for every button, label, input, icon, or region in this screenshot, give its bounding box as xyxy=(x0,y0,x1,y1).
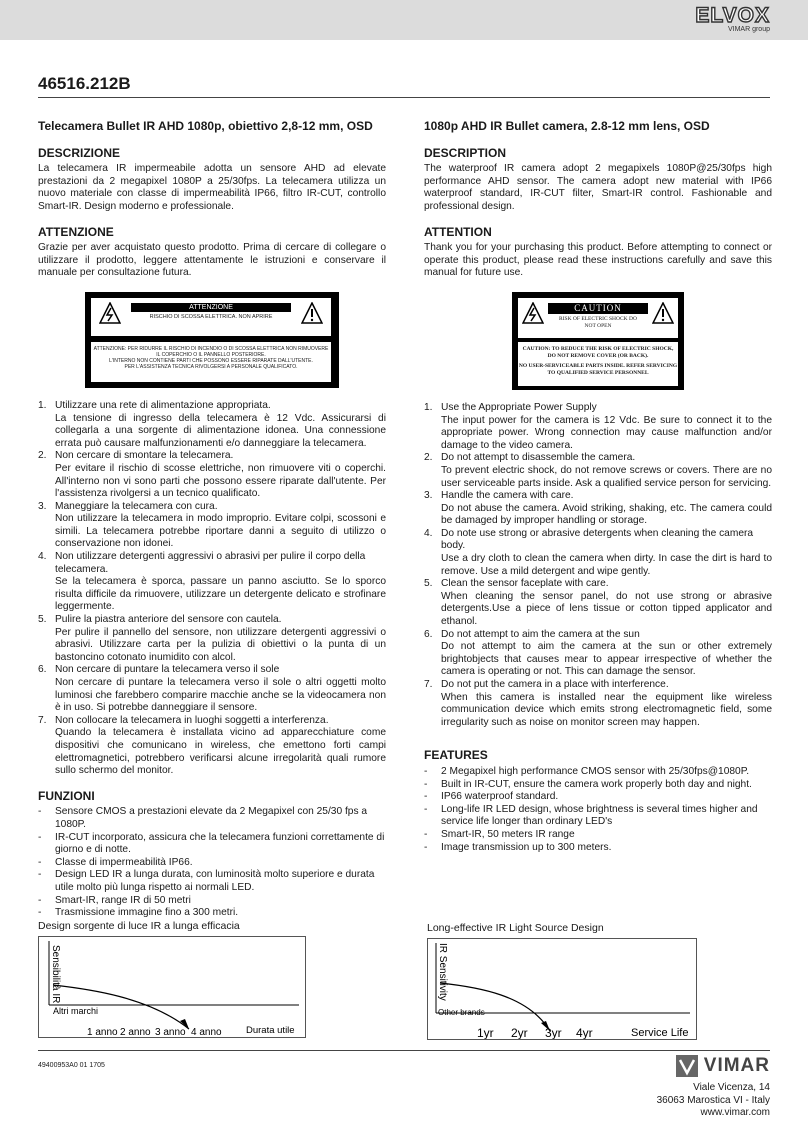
brand-sub-text: VIMAR group xyxy=(727,26,770,33)
product-code: 46516.212B xyxy=(38,74,131,93)
y-axis-label: Sensibilità IR xyxy=(50,945,61,1004)
list-item: 1. Use the Appropriate Power Supply The input power for the camera is 12 Vdc. Be sure to connect it to the appropriate power. Wrong connection may cause malfunction and/or damage to the video camera. xyxy=(424,401,772,451)
it-warn-note: PER L'ASSISTENZA TECNICA RIVOLGERSI A PERSONALE QUALIFICATO. xyxy=(124,363,298,370)
feature-item: - IP66 waterproof standard. xyxy=(424,791,772,804)
en-warning-label xyxy=(512,292,684,390)
en-warn-note: NO USER-SERVICEABLE PARTS INSIDE. REFER SERVICING TO QUALIFIED SERVICE PERSONNEL xyxy=(518,362,678,376)
feature-item: - Smart-IR, 50 meters IR range xyxy=(424,829,772,842)
feature-item: - Sensore CMOS a prestazioni elevate da 2 Megapixel con 25/30 fps a 1080P. xyxy=(38,806,386,831)
feature-item: - IR-CUT incorporato, assicura che la telecamera funzioni correttamente di giorno e di notte. xyxy=(38,832,386,857)
feature-item: - Trasmissione immagine fino a 300 metri. xyxy=(38,907,386,920)
list-item: 6. Non cercare di puntare la telecamera verso il sole Non cercare di puntare la telecamera verso il sole o altri oggetti molto luminosi che farebbero comparire macchie anche se la videocamera non è in uso. Si potrebbe danneggiare il sensore. xyxy=(38,664,386,714)
footer-divider xyxy=(38,1050,770,1051)
document-code: 49400953A0 01 1705 xyxy=(38,1062,105,1069)
address-line: Viale Vicenza, 14 xyxy=(693,1082,770,1093)
it-desc-heading: DESCRIZIONE xyxy=(38,145,121,160)
english-column xyxy=(424,120,772,854)
x-axis-label: Durata utile xyxy=(246,1025,295,1036)
vimar-logo xyxy=(676,1055,770,1077)
en-warn-sub: RISK OF ELECTRIC SHOCK DO NOT OPEN xyxy=(559,315,637,329)
tick-label: 2yr xyxy=(511,1026,528,1039)
en-desc-text: The waterproof IR camera adopt 2 megapixels 1080P@25/30fps high performance AHD sensor. The camera adopt new material with IP66 waterproof standard, IR-CUT filter, Smart-IR control. Fashionable and professional design. xyxy=(424,163,772,212)
en-title: 1080p AHD IR Bullet camera, 2.8-12 mm lens, OSD xyxy=(424,119,710,133)
it-chart-title: Design sorgente di luce IR a lunga efficacia xyxy=(38,920,240,932)
address-line: 36063 Marostica VI - Italy xyxy=(656,1094,770,1106)
en-warn-notes xyxy=(518,342,678,386)
it-warn-sub: RISCHIO DI SCOSSA ELETTRICA. NON APRIRE xyxy=(149,313,273,320)
list-item: 5. Clean the sensor faceplate with care. When cleaning the sensor panel, do not use strong or abrasive detergents.Use a piece of lens tissue or cotton tipped applicator and ethanol. xyxy=(424,578,772,628)
en-chart-svg xyxy=(428,939,696,1039)
company-address xyxy=(657,1082,770,1120)
list-item: 1. Utilizzare una rete di alimentazione appropriata. La tensione di ingresso della telecamera è 12 Vdc. Assicurarsi di collegarla a una sorgente di alimentazione idonea. Una connessione errata può causare malfunzionamenti e/o danneggiare la telecamera. xyxy=(38,399,386,449)
list-item: 2. Non cercare di smontare la telecamera. Per evitare il rischio di scosse elettriche, non rimuovere viti o coperchi. All'interno non vi sono parti che possono essere riparate dall'utente. Per l'assistenza rivolgersi a un tecnico qualificato. xyxy=(38,450,386,500)
en-desc-heading: DESCRIPTION xyxy=(424,145,507,160)
en-warn-title: CAUTION xyxy=(548,303,648,314)
x-axis-label: Service Life xyxy=(631,1027,689,1039)
it-warn-note: ATTENZIONE: PER RIDURRE IL RISCHIO DI INCENDIO O DI SCOSSA ELETTRICA NON RIMUOVERE IL COPERCHIO O IL PANNELLO POSTERIORE. xyxy=(93,345,329,358)
italian-column xyxy=(38,120,386,920)
vimar-mark-icon xyxy=(676,1055,698,1077)
it-warning-label xyxy=(85,292,339,388)
legend-label: Altri marchi xyxy=(53,1006,99,1016)
en-chart-title: Long-effective IR Light Source Design xyxy=(427,922,604,934)
list-item: 5. Pulire la piastra anteriore del sensore con cautela. Per pulire il pannello del sensore, non utilizzare detergenti aggressivi o abrasivi. Utilizzare carta per la pulizia di obiettivi o la punta di un bastoncino cotonato inumidito con alcol. xyxy=(38,614,386,663)
it-title: Telecamera Bullet IR AHD 1080p, obiettivo 2,8-12 mm, OSD xyxy=(38,119,373,133)
tick-label: 4 anno xyxy=(191,1027,222,1037)
en-chart xyxy=(427,938,697,1040)
it-warn-note: L'INTERNO NON CONTIENE PARTI CHE POSSONO ESSERE RIPARATE DALL'UTENTE. xyxy=(109,357,313,364)
list-item: 3. Handle the camera with care. Do not abuse the camera. Avoid striking, shaking, etc. The camera could be damaged by improper handling or storage. xyxy=(424,490,772,527)
tick-label: 1 anno xyxy=(87,1027,118,1037)
feature-item: - Design LED IR a lunga durata, con luminosità molto superiore e durata utile molto più lunga rispetto ai normali LED. xyxy=(38,869,386,894)
header-bar xyxy=(0,0,808,40)
elvox-logo xyxy=(695,4,770,33)
en-instructions xyxy=(424,402,772,729)
list-item: 4. Do note use strong or abrasive detergents when cleaning the camera body. Use a dry cloth to clean the camera when dirty. In case the dirt is hard to remove. Use a mild detergent and wipe gently. xyxy=(424,527,772,577)
it-warn-title: ATTENZIONE xyxy=(131,303,291,312)
header-divider xyxy=(38,97,770,98)
tick-label: 2 anno xyxy=(120,1027,151,1037)
tick-label: 3yr xyxy=(545,1026,562,1039)
list-item: 7. Non collocare la telecamera in luoghi soggetti a interferenza. Quando la telecamera è installata vicino ad apparecchiature come dispositivi che comunicano in wireless, che emettono forti campi elettromagnetici, potrebbero verificarsi alcune irregolarità quali rumore sullo schermo del monitor. xyxy=(38,714,386,777)
legend-label: Other brands xyxy=(438,1008,485,1017)
vimar-logo-text: VIMAR xyxy=(703,1055,770,1076)
feature-item: - Built in IR-CUT, ensure the camera work properly both day and night. xyxy=(424,779,772,792)
series-line-other-brands xyxy=(440,983,550,1031)
en-feat-heading: FEATURES xyxy=(424,748,488,763)
list-item: 4. Non utilizzare detergenti aggressivi o abrasivi per pulire il corpo della telecamera. Se la telecamera è sporca, passare un panno asciutto. Se lo sporco risulta difficile da rimuovere, utilizzare un detergente delicato e strofinare leggermente. xyxy=(38,551,386,613)
website-link[interactable]: www.vimar.com xyxy=(700,1107,770,1118)
en-warn-note: CAUTION: TO REDUCE THE RISK OF ELECTRIC SHOCK, DO NOT REMOVE COVER (OR BACK). xyxy=(522,345,674,359)
brand-logo-text: ELVOX xyxy=(695,4,770,27)
feature-item: - 2 Megapixel high performance CMOS sensor with 25/30fps@1080P. xyxy=(424,766,772,779)
it-att-heading: ATTENZIONE xyxy=(38,224,114,239)
en-att-heading: ATTENTION xyxy=(424,224,492,239)
list-item: 3. Maneggiare la telecamera con cura. Non utilizzare la telecamera in modo improprio. Evitare colpi, scossoni e simili. La telecamera potrebbe riportare danni a seguito di utilizzo o conservazione non idonei. xyxy=(38,500,386,550)
electric-warning-icon xyxy=(522,302,544,324)
it-feat-heading: FUNZIONI xyxy=(38,788,95,803)
feature-item: - Image transmission up to 300 meters. xyxy=(424,842,772,855)
it-instructions xyxy=(38,400,386,778)
en-att-text: Thank you for your purchasing this product. Before attempting to connect or operate this product, please read these instructions carefully and save this manual for future use. xyxy=(424,242,772,279)
it-warn-notes xyxy=(91,342,331,382)
list-item: 7. Do not put the camera in a place with interference. When this camera is installed near the equipment like wireless communication device which emits strong electromagnetic field, some irregularity such as noise on monitor screen may happen. xyxy=(424,679,772,728)
exclamation-warning-icon xyxy=(301,302,323,324)
y-axis-label: IR Sensitivity xyxy=(437,943,448,1001)
it-features xyxy=(38,806,386,919)
electric-warning-icon xyxy=(99,302,121,324)
feature-item: - Classe di impermeabilità IP66. xyxy=(38,857,386,870)
exclamation-warning-icon xyxy=(652,302,674,324)
list-item: 6. Do not attempt to aim the camera at the sun Do not attempt to aim the camera at the sun or other extremely brightobjects that causes mear to appear irrespective of whether the camera is operating or not. This can damage the sensor. xyxy=(424,628,772,678)
feature-item: - Long-life IR LED design, whose brightness is several times higher and service life longer than ordinary LED's xyxy=(424,804,772,829)
en-features xyxy=(424,766,772,854)
tick-label: 3 anno xyxy=(155,1027,186,1037)
feature-item: - Smart-IR, range IR di 50 metri xyxy=(38,895,386,908)
it-att-text: Grazie per aver acquistato questo prodotto. Prima di cercare di collegare o utilizzare il prodotto, leggere attentamente le istruzioni e conservare il manuale per consultazione futura. xyxy=(38,242,386,279)
list-item: 2. Do not attempt to disassemble the camera. To prevent electric shock, do not remove screws or covers. There are no user serviceable parts inside. Ask a qualified service person for servicing. xyxy=(424,452,772,489)
tick-label: 4yr xyxy=(576,1026,593,1039)
it-desc-text: La telecamera IR impermeabile adotta un sensore AHD ad elevate prestazioni da 2 megapixel 1080P a 25/30fps. La telecamera utilizza un nuovo materiale con classe di impermeabilità IP66, filtro IR-CUT, controllo Smart-IR. Design moderno e professionale. xyxy=(38,163,386,212)
tick-label: 1yr xyxy=(477,1026,494,1039)
it-chart xyxy=(38,936,306,1038)
it-chart-svg xyxy=(39,937,305,1037)
